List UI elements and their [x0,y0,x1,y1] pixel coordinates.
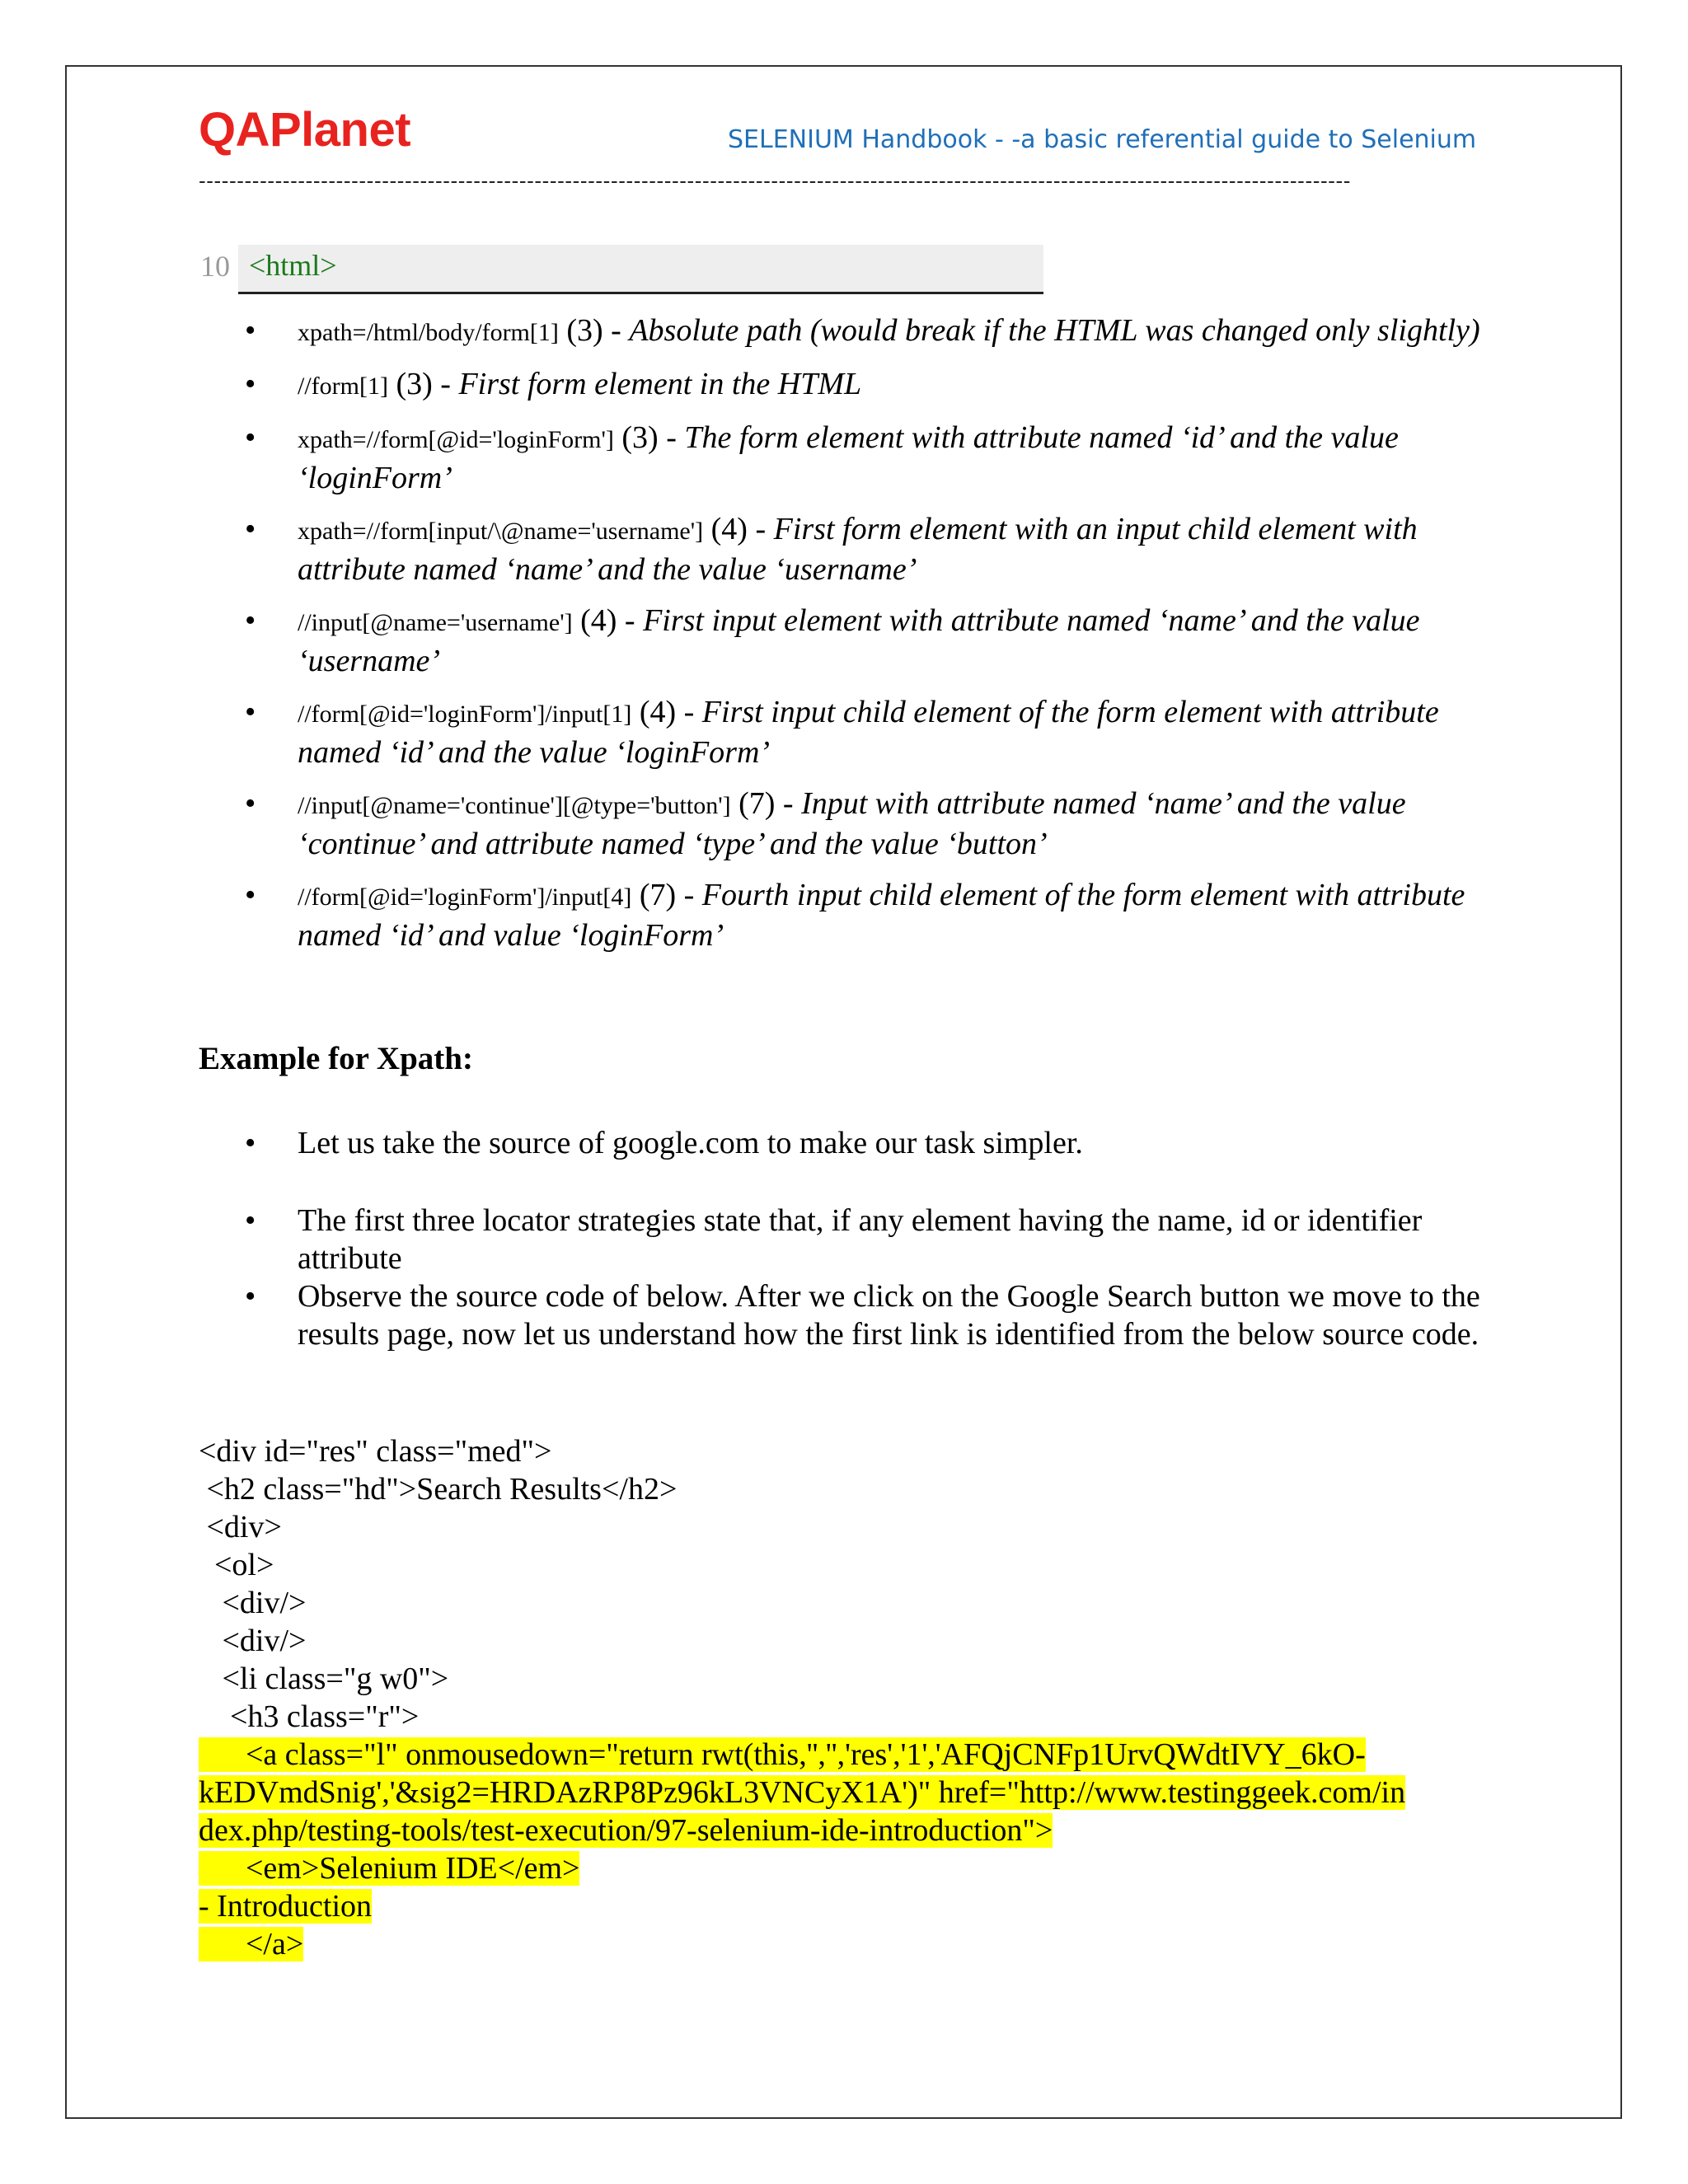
list-item [199,365,1493,405]
highlight-text: kEDVmdSnig','&sig2=HRDAzRP8Pz96kL3VNCyX1A')" href="http://www.testinggeek.com/in [199,1775,1406,1810]
locator-list [199,312,1493,968]
locator-code: xpath=//form[input/\@name='username'] [298,518,704,545]
locator-count: (4) - [572,603,644,638]
list-item: • Observe the source code of below. After we click on the Google Search button we move to the results page, now let us understand how the first link is identified from the below source code. [199,1277,1493,1353]
source-line: <div/> [199,1624,307,1658]
locator-count: (3) - [387,367,459,401]
locator-code: //form[@id='loginForm']/input[4] [298,883,632,911]
code-line-number: 10 [200,250,230,283]
list-item [199,602,1493,680]
source-line: <h2 class="hd">Search Results</h2> [199,1472,678,1507]
list-item [199,419,1493,497]
source-line: <div/> [199,1586,307,1620]
source-line: <h3 class="r"> [199,1699,420,1734]
locator-count: (4) - [703,512,774,546]
source-line: <ol> [199,1548,274,1582]
locator-description: Fourth input child element of the form element with attribute named ‘id’ and value ‘loginForm’ [298,878,1465,953]
locator-description: Absolute path (would break if the HTML was changed only slightly) [629,313,1480,348]
header-subtitle: SELENIUM Handbook - -a basic referential guide to Selenium [728,125,1477,154]
highlighted-source-line [199,1849,1501,1887]
source-line: <div> [199,1510,282,1544]
locator-count: (4) - [631,695,702,729]
locator-count: (7) - [631,878,702,912]
highlight-text: <a class="l" onmousedown="return rwt(this,'','','res','1','AFQjCNFp1UrvQWdtIVY_6kO- [199,1737,1366,1772]
locator-count: (3) - [613,420,685,455]
locator-code: xpath=/html/body/form[1] [298,319,559,346]
highlight-text: </a> [199,1927,304,1961]
highlight-text: - Introduction [199,1889,373,1924]
list-item: • Let us take the source of google.com to make our task simpler. [199,1124,1493,1162]
source-code-block [199,1432,1501,1963]
highlighted-source-line [199,1887,1501,1925]
highlighted-source-line [199,1774,1501,1811]
locator-count: (3) - [558,313,630,348]
highlighted-source-line [199,1925,1501,1963]
code-snippet [238,245,1043,294]
source-line: <div id="res" class="med"> [199,1434,552,1469]
highlight-text: dex.php/testing-tools/test-execution/97-selenium-ide-introduction"> [199,1813,1053,1848]
list-item [199,876,1493,954]
highlighted-source-line [199,1736,1501,1774]
list-item [199,510,1493,588]
locator-description: First form element with an input child element with attribute named ‘name’ and the value ‘username’ [298,512,1418,587]
list-item [199,312,1493,352]
locator-code: //form[1] [298,373,388,400]
list-item: • The first three locator strategies state that, if any element having the name, id or identifier attribute [199,1202,1493,1277]
list-item [199,693,1493,771]
highlighted-source-line [199,1811,1501,1849]
locator-description: First form element in the HTML [458,367,862,401]
locator-code: xpath=//form[@id='loginForm'] [298,426,614,453]
example-list [199,1124,1493,1353]
locator-count: (7) - [730,786,802,821]
locator-code: //input[@name='username'] [298,609,573,636]
locator-code: //form[@id='loginForm']/input[1] [298,701,632,728]
locator-code: //input[@name='continue'][@type='button'] [298,792,731,819]
locator-description: First input child element of the form element with attribute named ‘id’ and the value ‘loginForm’ [298,695,1439,770]
source-line: <li class="g w0"> [199,1661,449,1696]
brand-logo: QAPlanet [199,103,411,157]
locator-description: The form element with attribute named ‘id’ and the value ‘loginForm’ [298,420,1399,495]
highlight-text: <em>Selenium IDE</em> [199,1851,580,1886]
section-title: Example for Xpath: [199,1041,473,1076]
locator-description: First input element with attribute named ‘name’ and the value ‘username’ [298,603,1420,678]
locator-description: Input with attribute named ‘name’ and the value ‘continue’ and attribute named ‘type’ and the value ‘button’ [298,786,1406,861]
list-item [199,785,1493,863]
code-snippet-text: <html> [249,249,337,282]
header-separator: ------------------------------------------------------------------------------------------------------------------------------------------------------- [199,168,1351,193]
